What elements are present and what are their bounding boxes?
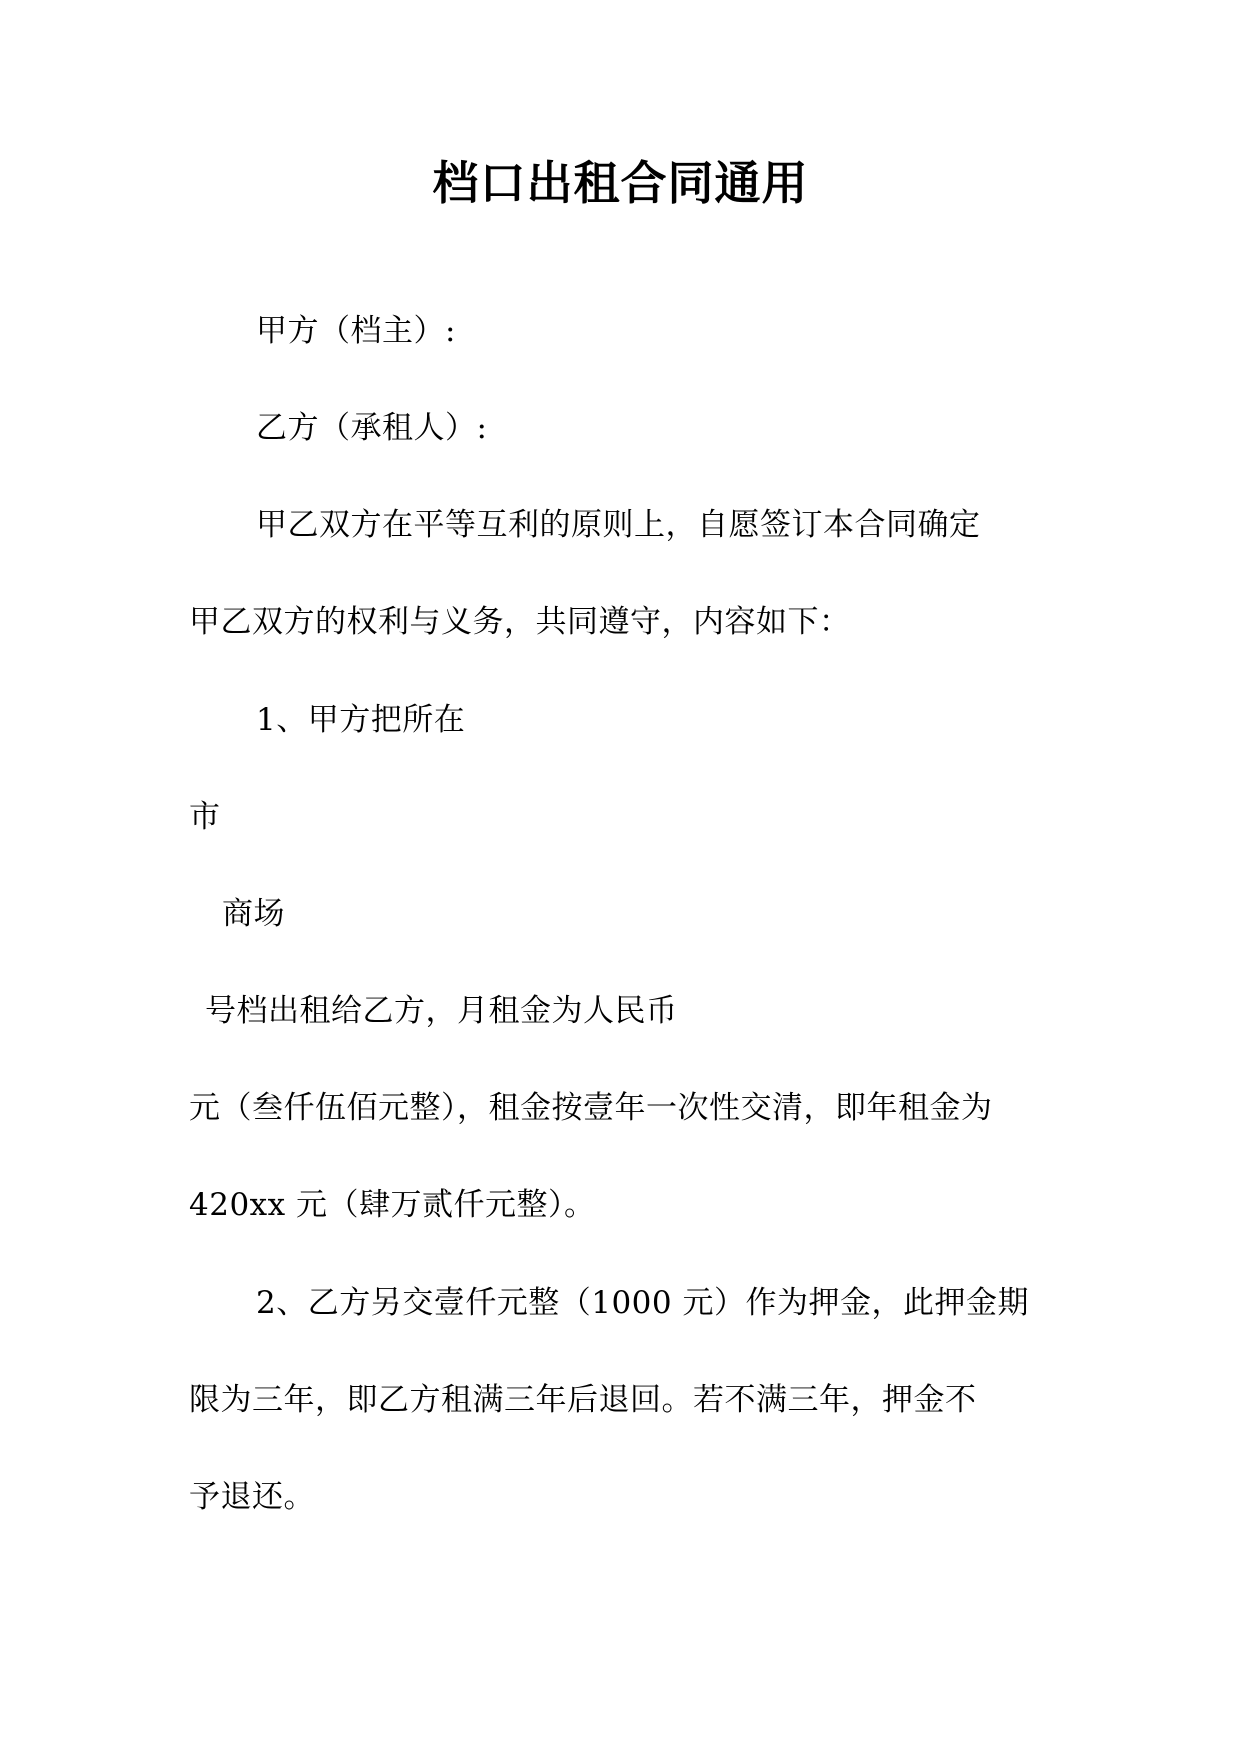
clause-2-line-3: 予退还。 [189,1479,315,1515]
clause-1-rent-line: 元（叁仟伍佰元整），租金按壹年一次性交清，即年租金为 [189,1090,993,1126]
preamble-line-2: 甲乙双方的权利与义务，共同遵守，内容如下： [189,604,851,640]
document-title: 档口出租合同通用 [432,156,809,210]
clause-2-line-2: 限为三年，即乙方租满三年后退回。若不满三年，押金不 [189,1382,977,1418]
clause-1-line-1: 1、甲方把所在 [256,702,466,738]
clause-1-mall: 商场 [222,896,285,932]
clause-1-city: 市 [189,799,221,835]
clause-2-line-1: 2、乙方另交壹仟元整（1000 元）作为押金，此押金期 [256,1285,1029,1321]
clause-1-annual-rent: 420xx 元（肆万贰仟元整）。 [189,1187,596,1223]
clause-1-stall: 号档出租给乙方，月租金为人民币 [205,993,678,1029]
preamble-line-1: 甲乙双方在平等互利的原则上，自愿签订本合同确定 [256,507,981,543]
party-b-line: 乙方（承租人）: [256,410,488,446]
party-a-line: 甲方（档主）: [256,313,456,349]
